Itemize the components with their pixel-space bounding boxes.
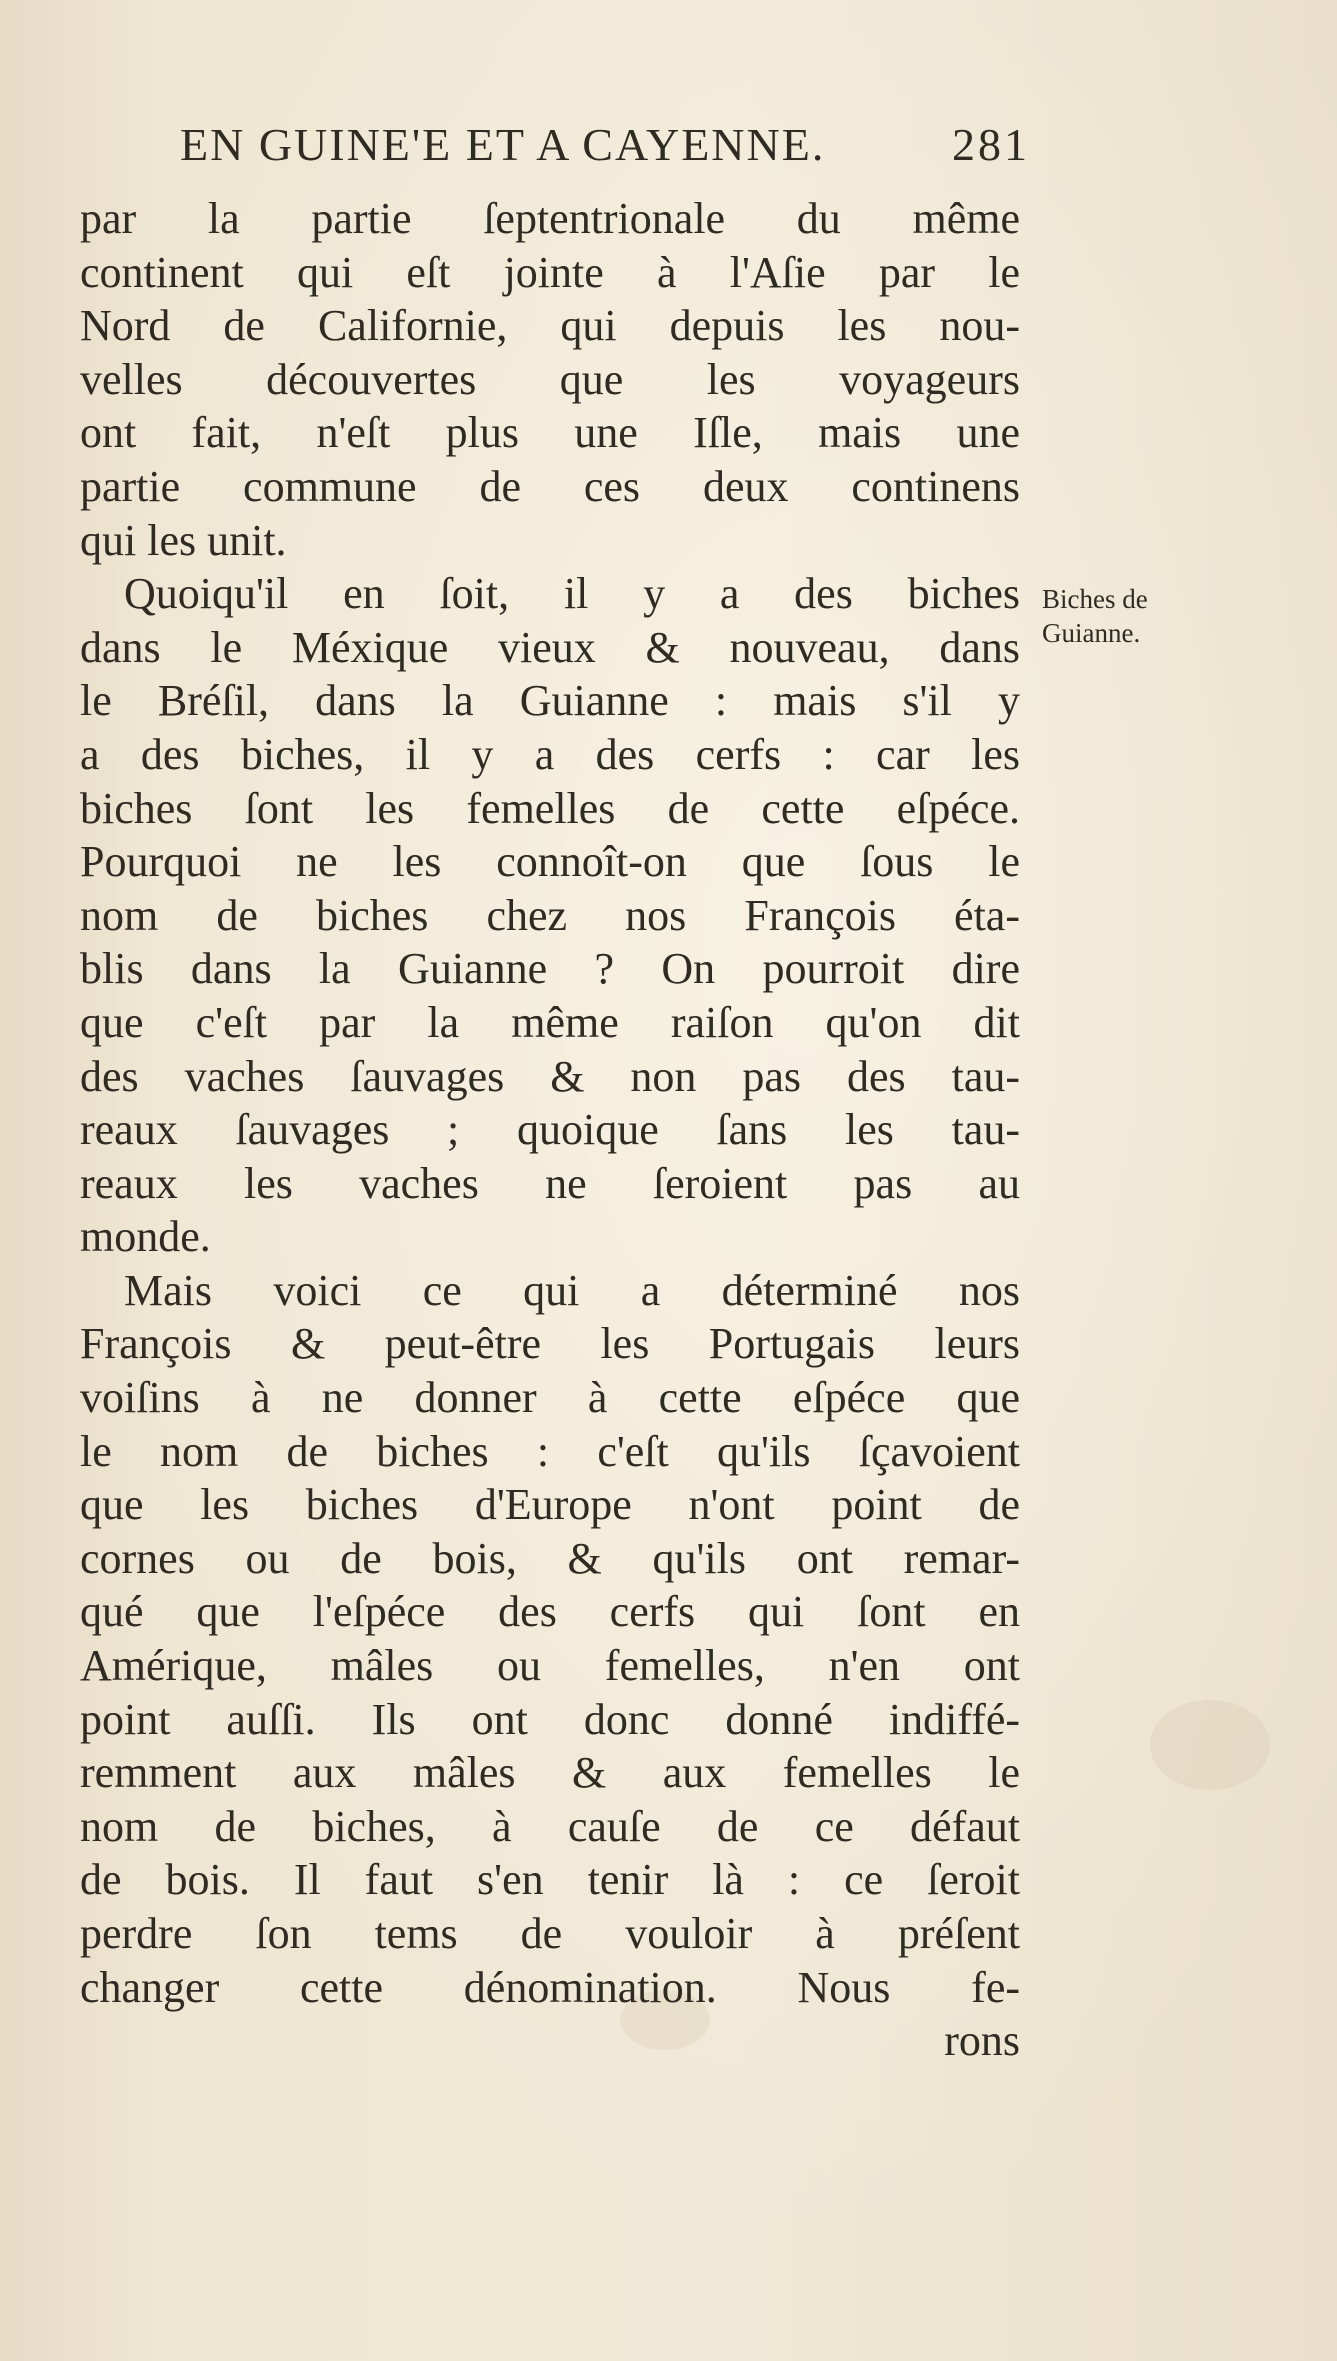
text-line: nom de biches, à cauſe de ce défaut xyxy=(80,1801,1020,1851)
text-line: velles découvertes que les voyageurs xyxy=(80,354,1020,404)
catchword: rons xyxy=(944,2016,1020,2066)
text-line: Pourquoi ne les connoît-on que ſous le xyxy=(80,837,1020,887)
paper-stain xyxy=(1150,1700,1270,1790)
paragraph-start-line: Quoiqu'il en ſoit, il y a des biches xyxy=(124,569,1020,619)
text-line: remment aux mâles & aux femelles le xyxy=(80,1748,1020,1798)
text-line: le Bréſil, dans la Guianne : mais s'il y xyxy=(80,676,1020,726)
text-line: qui les unit. xyxy=(80,515,287,565)
text-line: voiſins à ne donner à cette eſpéce que xyxy=(80,1373,1020,1423)
text-line: François & peut-être les Portugais leurs xyxy=(80,1319,1020,1369)
margin-note xyxy=(1042,582,1212,650)
text-line: Amérique, mâles ou femelles, n'en ont xyxy=(80,1641,1020,1691)
text-line: ont fait, n'eſt plus une Iſle, mais une xyxy=(80,408,1020,458)
margin-note-line: Biches de xyxy=(1042,584,1148,614)
text-line: par la partie ſeptentrionale du même xyxy=(80,194,1020,243)
text-line: perdre ſon tems de vouloir à préſent xyxy=(80,1909,1020,1958)
text-line: reaux ſauvages ; quoique ſans les tau- xyxy=(80,1105,1020,1155)
body-text xyxy=(80,192,1020,2068)
text-line: dans le Méxique vieux & nouveau, dans xyxy=(80,622,1020,672)
text-line: que les biches d'Europe n'ont point de xyxy=(80,1480,1020,1530)
text-line: biches ſont les femelles de cette eſpéce. xyxy=(80,783,1020,833)
text-line: le nom de biches : c'eſt qu'ils ſçavoient xyxy=(80,1426,1020,1476)
text-line: cornes ou de bois, & qu'ils ont remar- xyxy=(80,1533,1020,1583)
text-line: Nord de Californie, qui depuis les nou- xyxy=(80,301,1020,351)
text-line: monde. xyxy=(80,1212,211,1262)
text-line: des vaches ſauvages & non pas des tau- xyxy=(80,1051,1020,1101)
running-title: EN GUINE'E ET A CAYENNE. xyxy=(180,119,826,170)
text-line: partie commune de ces deux continens xyxy=(80,461,1020,511)
paragraph-start-line: Mais voici ce qui a déterminé nos xyxy=(124,1265,1020,1315)
text-line: reaux les vaches ne ſeroient pas au xyxy=(80,1158,1020,1208)
text-line: nom de biches chez nos François éta- xyxy=(80,890,1020,940)
text-line: continent qui eſt jointe à l'Aſie par le xyxy=(80,247,1020,297)
page-header xyxy=(180,118,1030,178)
margin-note-line: Guianne. xyxy=(1042,618,1141,648)
text-line: que c'eſt par la même raiſon qu'on dit xyxy=(80,997,1020,1047)
text-line: de bois. Il faut s'en tenir là : ce ſeroit xyxy=(80,1855,1020,1905)
text-line: point auſſi. Ils ont donc donné indiffé- xyxy=(80,1694,1020,1744)
text-line: a des biches, il y a des cerfs : car les xyxy=(80,729,1020,779)
page-number: 281 xyxy=(952,119,1030,170)
text-line: qué que l'eſpéce des cerfs qui ſont en xyxy=(80,1587,1020,1637)
text-line: blis dans la Guianne ? On pourroit dire xyxy=(80,944,1020,994)
text-line: changer cette dénomination. Nous fe- xyxy=(80,1962,1020,2012)
